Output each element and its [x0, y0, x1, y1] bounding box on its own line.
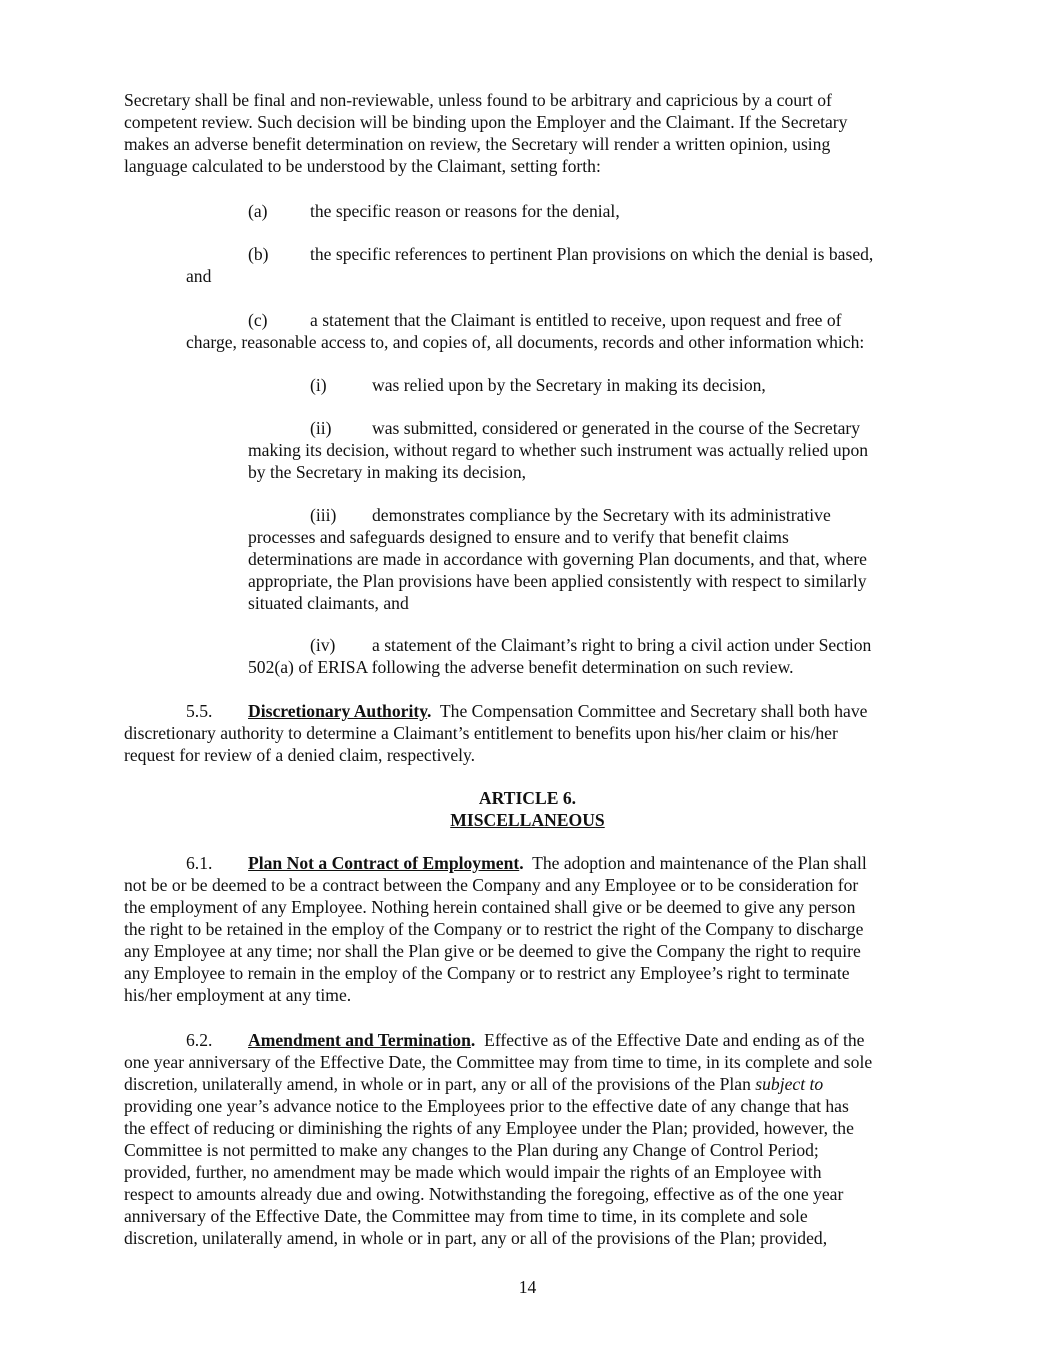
sublist-text: demonstrates compliance by the Secretary with its administrative	[372, 505, 831, 525]
list-text-continuation: and	[186, 266, 212, 286]
list-label: (a)	[248, 201, 268, 221]
section-first-line	[248, 1029, 864, 1051]
page-number: 14	[518, 1277, 537, 1297]
sublist-continuation: determinations are made in accordance with governing Plan documents, and that, where	[248, 549, 867, 569]
intro-line-1: Secretary shall be final and non-reviewable, unless found to be arbitrary and capricious by a court of	[124, 90, 832, 110]
sublist-continuation: by the Secretary in making its decision,	[248, 462, 527, 482]
section-line: anniversary of the Effective Date, the Committee may from time to time, in its complete and sole	[124, 1206, 808, 1226]
sublist-continuation: processes and safeguards designed to ensure and to verify that benefit claims	[248, 527, 789, 547]
sublist-text: was relied upon by the Secretary in making its decision,	[372, 375, 766, 395]
sublist-text: a statement of the Claimant’s right to bring a civil action under Section	[372, 635, 872, 655]
article-title: MISCELLANEOUS	[450, 810, 605, 830]
list-text: the specific reason or reasons for the denial,	[310, 201, 620, 221]
section-line: the right to be retained in the employ of the Company or to restrict the right of the Company to discharge	[124, 919, 864, 939]
sublist-label: (i)	[310, 375, 327, 395]
sublist-label: (ii)	[310, 418, 332, 438]
list-text-continuation: charge, reasonable access to, and copies of, all documents, records and other information which:	[186, 332, 865, 352]
section-first-line-text: The adoption and maintenance of the Plan shall	[523, 853, 867, 873]
list-text: a statement that the Claimant is entitled to receive, upon request and free of	[310, 310, 842, 330]
section-first-line-text: The Compensation Committee and Secretary shall both have	[431, 701, 868, 721]
section-line: the employment of any Employee. Nothing herein contained shall give or be deemed to give any person	[124, 897, 856, 917]
sublist-label: (iv)	[310, 635, 336, 655]
sublist-text: was submitted, considered or generated in the course of the Secretary	[372, 418, 861, 438]
section-line: request for review of a denied claim, respectively.	[124, 745, 476, 765]
emphasis-text: subject to	[755, 1074, 824, 1094]
sublist-label: (iii)	[310, 505, 337, 525]
intro-line-4: language calculated to be understood by the Claimant, setting forth:	[124, 156, 601, 176]
list-label: (c)	[248, 310, 268, 330]
section-line	[124, 1073, 823, 1095]
section-heading-period: .	[470, 1030, 476, 1050]
section-line: one year anniversary of the Effective Date, the Committee may from time to time, in its complete and sole	[124, 1052, 873, 1072]
section-number: 6.2.	[186, 1030, 213, 1050]
section-line: the effect of reducing or diminishing the rights of any Employee under the Plan; provided, however, the	[124, 1118, 854, 1138]
section-line: any Employee at any time; nor shall the Plan give or be deemed to give the Company the right to require	[124, 941, 861, 961]
section-line: provided, further, no amendment may be made which would impair the rights of an Employee with	[124, 1162, 822, 1182]
section-line: discretionary authority to determine a Claimant’s entitlement to benefits upon his/her claim or his/her	[124, 723, 838, 743]
section-heading-period: .	[519, 853, 524, 873]
section-line: his/her employment at any time.	[124, 985, 352, 1005]
article-number: ARTICLE 6.	[478, 788, 577, 808]
sublist-continuation: appropriate, the Plan provisions have been applied consistently with respect to similarly	[248, 571, 867, 591]
section-line: respect to amounts already due and owing. Notwithstanding the foregoing, effective as of the one year	[124, 1184, 844, 1204]
section-line: not be or be deemed to be a contract between the Company and any Employee or to be consideration for	[124, 875, 859, 895]
section-line: discretion, unilaterally amend, in whole or in part, any or all of the provisions of the Plan; provided,	[124, 1228, 828, 1248]
intro-line-3: makes an adverse benefit determination on review, the Secretary will render a written opinion, using	[124, 134, 831, 154]
section-first-line	[248, 700, 867, 722]
section-line: providing one year’s advance notice to the Employees prior to the effective date of any change that has	[124, 1096, 849, 1116]
section-first-line-text: Effective as of the Effective Date and ending as of the	[475, 1030, 865, 1050]
section-heading-period: .	[427, 701, 432, 721]
section-heading: Amendment and Termination	[248, 1030, 471, 1050]
section-first-line	[248, 852, 867, 874]
sublist-continuation: situated claimants, and	[248, 593, 409, 613]
sublist-continuation: making its decision, without regard to whether such instrument was actually relied upon	[248, 440, 869, 460]
section-line-text: discretion, unilaterally amend, in whole or in part, any or all of the provisions of the Plan	[124, 1074, 756, 1094]
sublist-continuation: 502(a) of ERISA following the adverse benefit determination on such review.	[248, 657, 794, 677]
section-number: 6.1.	[186, 853, 213, 873]
list-text: the specific references to pertinent Plan provisions on which the denial is based,	[310, 244, 874, 264]
intro-line-2: competent review. Such decision will be binding upon the Employer and the Claimant. If the Secretary	[124, 112, 848, 132]
list-label: (b)	[248, 244, 269, 264]
section-number: 5.5.	[186, 701, 213, 721]
section-line: Committee is not permitted to make any changes to the Plan during any Change of Control Period;	[124, 1140, 819, 1160]
section-heading: Discretionary Authority	[248, 701, 428, 721]
section-line: any Employee to remain in the employ of the Company or to restrict any Employee’s right to terminate	[124, 963, 850, 983]
section-heading: Plan Not a Contract of Employment	[248, 853, 520, 873]
